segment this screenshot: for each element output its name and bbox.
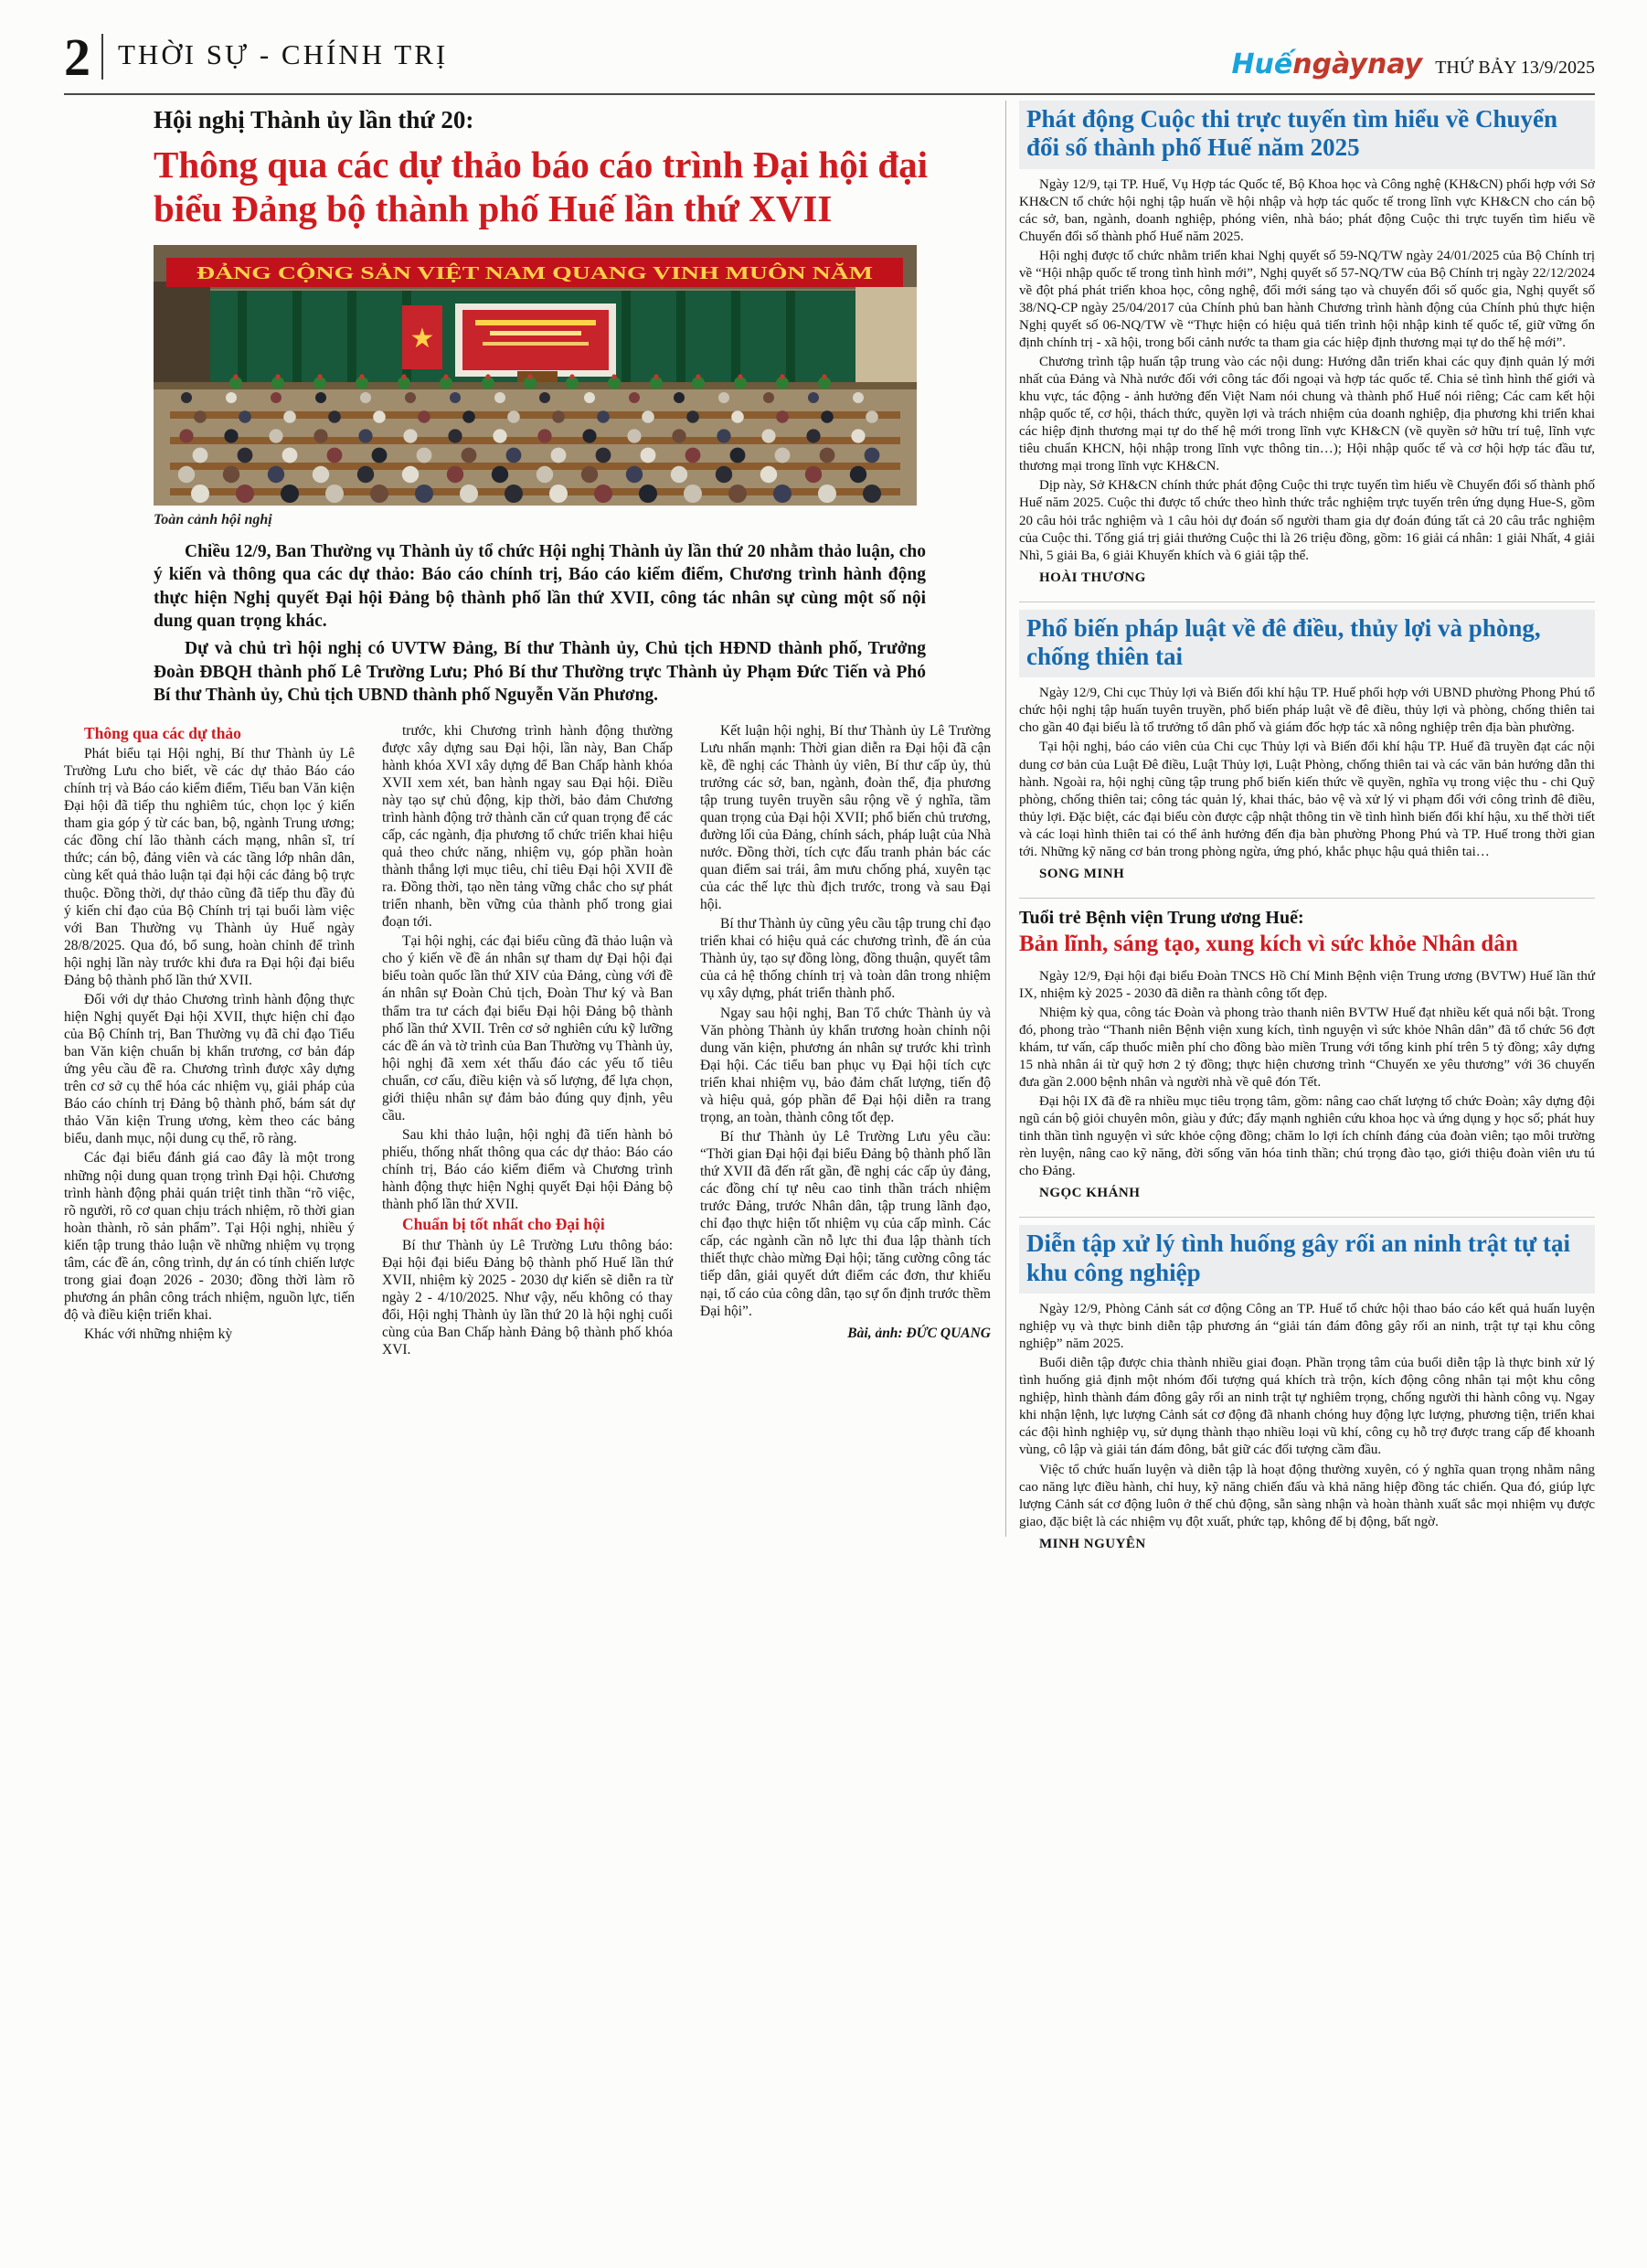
paragraph: Chương trình tập huấn tập trung vào các nội dung: Hướng dẫn triển khai các quy định quản lý mới nhất của Đảng và Nhà nước đối với công tác đối ngoại và hợp tác quốc tế. Chia sẻ tình hình thế giới và khu vực, tác động - ảnh hưởng đến Việt Nam nói chung và thành phố Huế nói riêng; Các cam kết hội nhập quốc tế, cơ hội, thách thức, quyền lợi và trách nhiệm của doanh nghiệp, địa phương khi triển khai các hiệp định thương mại tự do thế hệ mới trong lĩnh vực KH&CN (về quyền sở hữu trí tuệ, lĩnh vực tiêu chuẩn KHCN, hội nhập trong lĩnh vực thông tin…); Hội nhập quốc tế và cơ hội hợp tác đầu tư, thương mại trong lĩnh vực KH&CN. [1019,355,1595,474]
sidebar-article-drill [1019,1218,1595,1567]
paragraph: Tại hội nghị, báo cáo viên của Chi cục Thủy lợi và Biến đổi khí hậu TP. Huế đã truyền đạt các nội dung cơ bản của Luật Đê điều, Luật Thủy lợi, Luật Phòng, chống thiên tai và các văn bản hướng dẫn thi hành. Ngoài ra, hội nghị cũng tập trung phổ biến kiến thức về quyền, nghĩa vụ trong việc thu - chi Quỹ phòng, chống thiên tai; công tác quản lý, khai thác, bảo vệ và xử lý vi phạm đối với công trình đê điều, thủy lợi. Đặc biệt, các đại biểu còn được cập nhật thông tin về tình hình biến đổi khí hậu, xu thế thời tiết và các loại hình thiên tai có thể ảnh hưởng đến địa bàn phường Phong Phú và TP. Huế trong thời gian tới. Những kỹ năng cơ bản trong phòng ngừa, ứng phó, khắc phục hậu quả thiên tai… [1019,740,1595,859]
section-subhead: Thông qua các dự thảo [84,723,241,742]
article-kicker: Hội nghị Thành ủy lần thứ 20: [154,106,474,133]
paragraph: Dịp này, Sở KH&CN chính thức phát động Cuộc thi trực tuyến tìm hiểu về Chuyển đổi số thành phố Huế năm 2025. Cuộc thi được tổ chức theo hình thức trắc nghiệm trực tuyến trên ứng dụng Hue-S, gồm 20 câu hỏi trắc nghiệm và 1 câu hỏi dự đoán số người tham gia dự đoán đúng tất cả 20 câu trắc nghiệm của Cuộc thi. Tổng giá trị giải thưởng Cuộc thi là 26 triệu đồng, gồm: 16 giải cá nhân: 1 giải Nhất, 4 giải Nhì, 5 giải Ba, 6 giải Khuyến khích và 6 giải tập thể. [1019,478,1595,563]
paragraph: Ngay sau hội nghị, Ban Tổ chức Thành ủy và Văn phòng Thành ủy khẩn trương hoàn chỉnh nội dung văn kiện, phương án nhân sự trước khi trình Đại hội. Các tiểu ban phục vụ Đại hội tích cực triển khai nhiệm vụ, bảo đảm chất lượng, tiến độ và hiệu quả, góp phần để Đại hội diễn ra trang trọng, an toàn, thành công tốt đẹp. [700,1005,991,1125]
flag-star-icon: ★ [409,324,435,355]
paragraph: Việc tổ chức huấn luyện và diễn tập là hoạt động thường xuyên, có ý nghĩa quan trọng nhằm nâng cao năng lực điều hành, chỉ huy, kỹ năng chiến đấu và khả năng hiệp đồng tác chiến. Qua đó, giúp lực lượng Cảnh sát cơ động luôn ở thế chủ động, sẵn sàng nhận và hoàn thành xuất sắc mọi nhiệm vụ được giao, đặc biệt là các nhiệm vụ đột xuất, phức tạp, không để bị động, bất ngờ. [1019,1462,1595,1529]
photo-caption: Toàn cảnh hội nghị [154,512,272,528]
paragraph: Ngày 12/9, Đại hội đại biểu Đoàn TNCS Hồ Chí Minh Bệnh viện Trung ương (BVTW) Huế lần thứ IX, nhiệm kỳ 2025 - 2030 đã diễn ra thành công tốt đẹp. [1019,968,1595,1001]
page-header [64,27,1595,95]
stage-flowers [229,374,831,389]
sidebar [1019,95,1595,1568]
photo-banner-text: ĐẢNG CỘNG SẢN VIỆT NAM QUANG VINH MUÔN NĂM [197,263,684,284]
paragraph: Phát biểu tại Hội nghị, Bí thư Thành ủy Lê Trường Lưu cho biết, về các dự thảo Báo cáo chính trị và Báo cáo kiểm điểm, Tiểu ban Văn kiện Đại hội đã tiếp thu nghiêm túc, chọn lọc ý kiến tham gia góp ý từ các ban, bộ, ngành Trung ương; các đồng chí lão thành cách mạng, nhân sĩ, trí thức; cán bộ, đảng viên và các tầng lớp nhân dân, cùng kết quả thảo luận tại đại hội các đảng bộ trực thuộc. Đồng thời, dự thảo cũng đã tiếp thu đầy đủ ý kiến chỉ đạo của Bộ Chính trị tại buổi làm việc với Ban Thường vụ Thành ủy Huế ngày 28/8/2025. Qua đó, bổ sung, hoàn chỉnh để trình hội nghị lần này trước khi đưa ra Đại hội đại biểu Đảng bộ thành phố lần thứ XVII. [64,746,355,988]
sidebar-headline: Bản lĩnh, sáng tạo, xung kích vì sức khỏe Nhân dân [1019,931,1518,956]
header-divider [101,34,103,80]
page-number: 2 [64,27,90,87]
sidebar-article-contest [1019,101,1595,602]
paragraph: Đối với dự thảo Chương trình hành động thực hiện Nghị quyết Đại hội XVII, thực hiện chỉ đạo của Bộ Chính trị, Ban Thường vụ đã chỉ đạo Tiểu ban Văn kiện chuẩn bị khẩn trương, cơ bản đáp ứng yêu cầu đề ra. Chương trình được xây dựng trên cơ sở cụ thể hóa các nhiệm vụ, giải pháp của Báo cáo chính trị Đảng bộ thành phố, bám sát dự thảo Văn kiện Trung ương, kèm theo các bảng biểu, danh mục, nội dung cụ thể, rõ ràng. [64,991,355,1147]
main-article [64,95,992,1568]
sidebar-article-law [1019,602,1595,899]
body-column-3 [700,722,991,1453]
conference-photo [154,245,917,506]
logo-part-hue: Huế [1231,48,1293,80]
paragraph: Ngày 12/9, tại TP. Huế, Vụ Hợp tác Quốc tế, Bộ Khoa học và Công nghệ (KH&CN) phối hợp với Sở KH&CN tổ chức hội nghị tập huấn về hội nhập và hợp tác quốc tế trong lĩnh vực KH&CN cho cán bộ các sở, ban, ngành, doanh nghiệp, phóng viên, nhà báo; phát động Cuộc thi trực tuyến tìm hiểu về Chuyển đổi số thành phố Huế năm 2025. [1019,176,1595,244]
article-lede [154,540,926,707]
signature: HOÀI THƯƠNG [1039,570,1146,585]
paragraph: Khác với những nhiệm kỳ [84,1326,233,1343]
article-figure [154,245,917,528]
sidebar-headline: Diễn tập xử lý tình huống gây rối an ninh trật tự tại khu công nghiệp [1019,1225,1595,1294]
paragraph: Tại hội nghị, các đại biểu cũng đã thảo luận và cho ý kiến về đề án nhân sự tham dự Đại hội đại biểu toàn quốc lần thứ XIV của Đảng, cùng với đề án nhân sự Đoàn Chủ tịch, Đoàn Thư ký và Ban thẩm tra tư cách đại biểu Đại hội Đảng bộ thành phố lần thứ XVII. Trên cơ sở nghiên cứu kỹ lưỡng các đề án và tờ trình của Ban Thường vụ Thành ủy, hội nghị đã xem xét thấu đáo các yếu tố tiêu chuẩn, cơ cấu, điều kiện và số lượng, để lựa chọn, giới thiệu nhân sự đảm bảo đúng quy định, yêu cầu. [382,933,673,1123]
signature: NGỌC KHÁNH [1039,1186,1141,1201]
signature: MINH NGUYÊN [1039,1536,1146,1551]
header-left [64,27,449,87]
newspaper-logo [1231,48,1422,80]
section-subhead: Chuẩn bị tốt nhất cho Đại hội [402,1215,605,1234]
paragraph: trước, khi Chương trình hành động thường được xây dựng sau Đại hội, lần này, Ban Chấp hành khóa XVI xây dựng để Ban Chấp hành khóa XVII xem xét, ban hành ngay sau Đại hội. Điều này tạo sự chủ động, kịp thời, bảo đảm Chương trình hành động trở thành căn cứ quan trọng để các cấp, các ngành, địa phương tổ chức triển khai hiệu quả theo chức năng, nhiệm vụ, góp phần hoàn thành thắng lợi mục tiêu, chỉ tiêu Đại hội XVII đề ra. Đồng thời, tạo nền tảng vững chắc cho sự phát triển nhanh, bền vững của thành phố trong giai đoạn tới. [382,722,673,931]
paragraph: Buổi diễn tập được chia thành nhiều giai đoạn. Phần trọng tâm của buổi diễn tập là thực binh xử lý tình huống giả định một nhóm đối tượng quá khích trà trộn, kích động công nhân tại một khu công nghiệp, hình thành đám đông gây rối an ninh trật tự nghiêm trọng, chống người thi hành công vụ. Ngay khi nhận lệnh, lực lượng Cảnh sát cơ động đã nhanh chóng huy động lực lượng, phương tiện, triển khai các đội hình nghiệp vụ, sử dụng thành thạo nhiều loại vũ khí, công cụ hỗ trợ được trang cấp để khoanh vùng, cô lập và giải tán đám đông, bắt giữ các đối tượng cầm đầu. [1019,1356,1595,1458]
signature: SONG MINH [1039,866,1125,881]
issue-date: THỨ BẢY 13/9/2025 [1435,58,1595,78]
sidebar-kicker: Tuổi trẻ Bệnh viện Trung ương Huế: [1019,907,1304,928]
paragraph: Ngày 12/9, Chi cục Thủy lợi và Biến đổi khí hậu TP. Huế phối hợp với UBND phường Phong Phú tổ chức hội nghị tập huấn tuyên truyền, phổ biến pháp luật về đê điều, thủy lợi và phòng, chống thiên tai cho gần 40 đại biểu là tổ trưởng tổ dân phố và giám đốc hợp tác xã nông nghiệp trên địa bàn phường. [1019,686,1595,736]
page-content [64,95,1595,1568]
body-column-1 [64,722,355,1453]
paragraph: Bí thư Thành ủy cũng yêu cầu tập trung chỉ đạo triển khai có hiệu quả các chương trình, đề án của Thành ủy, tạo sự đồng lòng, đồng thuận, quyết tâm của cả hệ thống chính trị và toàn dân trong nhiệm vụ xây dựng, phát triển thành phố. [700,916,991,1002]
paragraph: Bí thư Thành ủy Lê Trường Lưu yêu cầu: “Thời gian Đại hội đại biểu Đảng bộ thành phố lần thứ XVII đã đến rất gần, đề nghị các cấp ủy đảng, các đồng chí tự nêu cao tinh thần trách nhiệm trước Đảng, trước Nhân dân, tập trung lãnh đạo, chỉ đạo thực hiện tốt nhiệm vụ của cấp mình. Các cấp, các ngành cần nỗ lực thi đua lập thành tích thiết thực chào mừng Đại hội; tăng cường công tác tiếp dân, giải quyết dứt điểm các đơn, thư khiếu nại, tố cáo của công dân, tạo sự ổn định trước thềm Đại hội”. [700,1128,991,1319]
paragraph: Bí thư Thành ủy Lê Trường Lưu thông báo: Đại hội đại biểu Đảng bộ thành phố Huế lần thứ XVII, nhiệm kỳ 2025 - 2030 dự kiến sẽ diễn ra từ ngày 2 - 4/10/2025. Như vậy, nếu không có thay đổi, Hội nghị Thành ủy lần thứ 20 là hội nghị cuối cùng của Ban Chấp hành Đảng bộ thành phố khóa XVI. [382,1237,673,1358]
paragraph: Kết luận hội nghị, Bí thư Thành ủy Lê Trường Lưu nhấn mạnh: Thời gian diễn ra Đại hội đã cận kề, đề nghị các Thành ủy viên, Bí thư cấp ủy, thủ trưởng các sở, ban, ngành, đoàn thể, địa phương tập trung tuyên truyền sâu rộng về ý nghĩa, tầm quan trọng của Đại hội XVII; phổ biến chủ trương, đường lối của Đảng, chính sách, pháp luật của Nhà nước. Đồng thời, tích cực đấu tranh phản bác các quan điểm sai trái, âm mưu chống phá, xuyên tạc của các thế lực thù địch trước, trong và sau Đại hội. [700,722,991,913]
body-column-2 [382,722,673,1453]
sidebar-article-youth [1019,899,1595,1219]
header-right [1231,48,1595,84]
paragraph: Các đại biểu đánh giá cao đây là một trong những nội dung quan trọng trình Đại hội. Chương trình hành động phải quán triệt tinh thần “rõ việc, rõ người, rõ cơ quan chịu trách nhiệm, rõ thời gian hoàn thành, rõ sản phẩm”. Tại Hội nghị, nhiều ý kiến tập trung thảo luận về những nhiệm vụ trọng tâm, các đề án, công trình, dự án có tính chiến lược trong giai đoạn 2026 - 2030; đồng thời làm rõ phương án phân công trách nhiệm, nguồn lực, tiến độ và điều kiện triển khai. [64,1150,355,1324]
logo-part-ngaynay: ngàynay [1292,48,1423,80]
article-headline: Thông qua các dự thảo báo cáo trình Đại hội đại biểu Đảng bộ thành phố Huế lần thứ XVII [154,144,929,229]
paragraph: Sau khi thảo luận, hội nghị đã tiến hành bỏ phiếu, thống nhất thông qua các dự thảo: Báo cáo chính trị, Báo cáo kiểm điểm và Chương trình hành động thực hiện Nghị quyết Đại hội Đảng bộ thành phố lần thứ XVII. [382,1126,673,1213]
paragraph: Hội nghị được tổ chức nhằm triển khai Nghị quyết số 59-NQ/TW ngày 24/01/2025 của Bộ Chính trị về “Hội nhập quốc tế trong tình hình mới”, Nghị quyết số 57-NQ/TW của Bộ Chính trị ngày 22/12/2024 về đột phá phát triển khoa học, công nghệ, đổi mới sáng tạo và chuyển đổi số quốc gia, Nghị quyết số 38/NQ-CP ngày 25/04/2017 của Chính phủ ban hành Chương trình hành động của Chính phủ thực hiện Nghị quyết số 06-NQ/TW về “Thực hiện có hiệu quả tiến trình hội nhập kinh tế quốc tế, giữ vững ổn định chính trị - xã hội, trong bối cảnh nước ta tham gia các hiệp định thương mại tự do thế hệ mới”. [1019,248,1595,351]
lede-paragraph: Dự và chủ trì hội nghị có UVTW Đảng, Bí thư Thành ủy, Chủ tịch HĐND thành phố, Trưởng Đoàn ĐBQH thành phố Lê Trường Lưu; Phó Bí thư Thường trực Thành ủy Phạm Đức Tiến và Phó Bí thư Thành ủy, Chủ tịch UBND thành phố Nguyễn Văn Phương. [154,639,926,706]
sidebar-headline: Phổ biến pháp luật về đê điều, thủy lợi và phòng, chống thiên tai [1019,610,1595,678]
lede-paragraph: Chiều 12/9, Ban Thường vụ Thành ủy tổ chức Hội nghị Thành ủy lần thứ 20 nhằm thảo luận, cho ý kiến và thông qua các dự thảo: Báo cáo chính trị, Báo cáo kiểm điểm, Chương trình hành động thực hiện Nghị quyết Đại hội Đảng bộ thành phố lần thứ XVII, công tác nhân sự cùng một số nội dung quan trọng khác. [154,542,926,632]
sidebar-headline: Phát động Cuộc thi trực tuyến tìm hiểu về Chuyển đổi số thành phố Huế năm 2025 [1019,101,1595,169]
column-divider [1005,101,1006,1537]
paragraph: Nhiệm kỳ qua, công tác Đoàn và phong trào thanh niên BVTW Huế đạt nhiều kết quả nổi bật. Trong đó, phong trào “Thanh niên Bệnh viện xung kích, tình nguyện vì sức khỏe Nhân dân” đã tổ chức 56 đợt khám, tư vấn, cấp thuốc miễn phí cho đồng bào miền Trung với tổng kinh phí trên 5 tỷ đồng; xây dựng 15 nhà nhân ái từ quỹ hơn 2 tỷ đồng; thực hiện chương trình “Chuyến xe yêu thương” với 36 chuyến đưa gần 2.000 bệnh nhân và người nhà về quê đón Tết. [1019,1005,1595,1091]
article-body-columns [64,722,992,1453]
main-article-head [154,102,962,230]
byline: Bài, ảnh: ĐỨC QUANG [847,1325,991,1341]
paragraph: Đại hội IX đã đề ra nhiều mục tiêu trọng tâm, gồm: nâng cao chất lượng tổ chức Đoàn; xây dựng đội ngũ cán bộ giỏi chuyên môn, giàu y đức; đẩy mạnh nghiên cứu khoa học và ứng dụng y học số; phát huy tinh thần tình nguyện vì sức khỏe cộng đồng; chăm lo lợi ích chính đáng của đoàn viên; tạo môi trường rèn luyện, nâng cao kỹ năng, đời sống văn hóa tinh thần; chú trọng đào tạo, giới thiệu đoàn viên ưu tú cho Đảng. [1019,1094,1595,1179]
section-title: THỜI SỰ - CHÍNH TRỊ [118,38,449,70]
paragraph: Ngày 12/9, Phòng Cảnh sát cơ động Công an TP. Huế tổ chức hội thao báo cáo kết quả huấn luyện nghiệp vụ và thực binh diễn tập phương án “giải tán đám đông gây rối an ninh, trật tự tại khu công nghiệp” năm 2025. [1019,1302,1595,1352]
